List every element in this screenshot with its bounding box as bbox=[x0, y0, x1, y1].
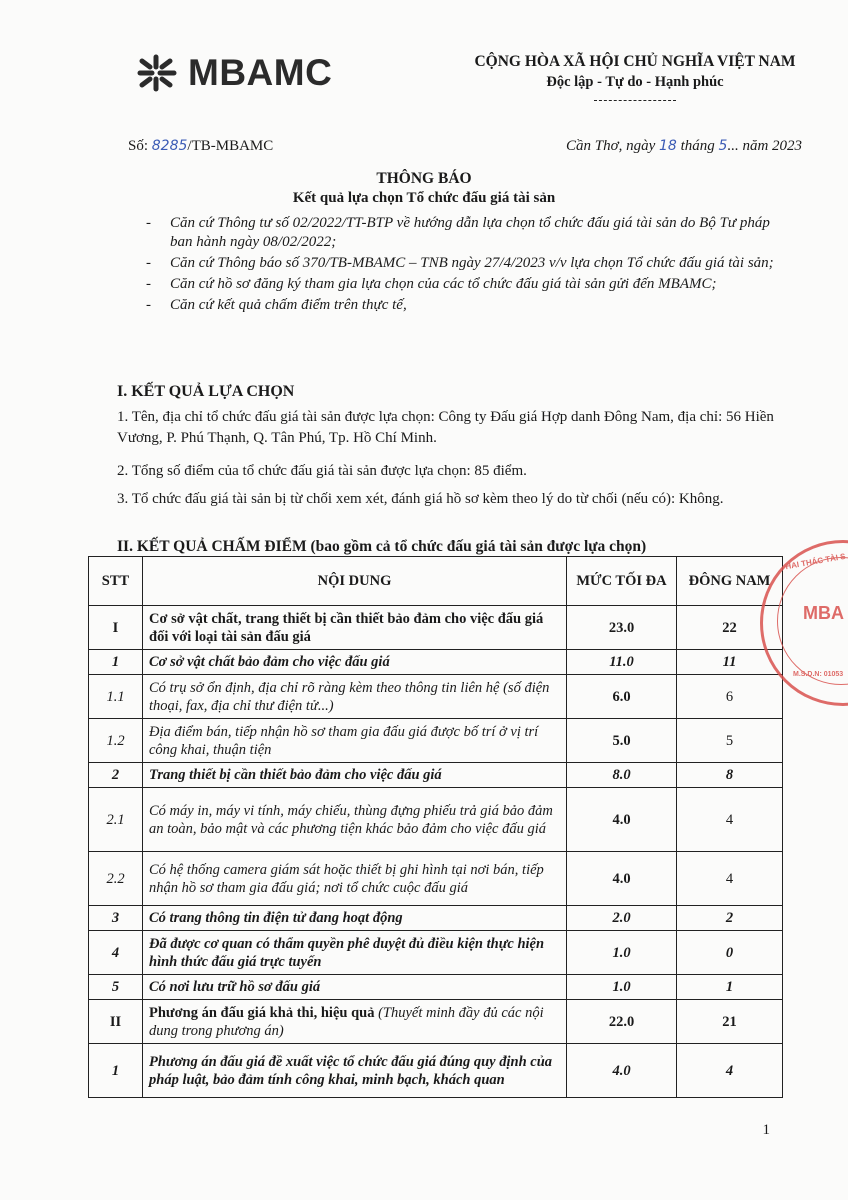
document-number bbox=[128, 138, 273, 155]
month-prefix: tháng bbox=[676, 138, 719, 154]
section-1-paragraph-1: 1. Tên, địa chỉ tổ chức đấu giá tài sản được lựa chọn: Công ty Đấu giá Hợp danh Đông Nam, địa chỉ: 56 Hiền Vương, P. Phú Thạnh, Q. Tân Phú, Tp. Hồ Chí Minh. bbox=[117, 409, 774, 446]
content-text: Cơ sở vật chất bảo đảm cho việc đấu giá bbox=[149, 654, 390, 670]
content-text: Trang thiết bị cần thiết bảo đảm cho việc đấu giá bbox=[149, 767, 442, 783]
content-text: Có máy in, máy vi tính, máy chiếu, thùng đựng phiếu trả giá bảo đảm an toàn, bảo mật và các phương tiện khác bảo đảm cho việc đấu giá bbox=[149, 802, 553, 837]
cell-stt: 2 bbox=[89, 763, 143, 788]
cell-dongnam: 5 bbox=[677, 719, 783, 763]
cell-content bbox=[143, 931, 567, 975]
cell-content bbox=[143, 1000, 567, 1044]
table-row bbox=[89, 675, 783, 719]
seal-top-text: HAI THÁC TÀI S bbox=[784, 551, 847, 572]
header-stt: STT bbox=[89, 557, 143, 606]
day-handwritten: 18 bbox=[659, 138, 677, 154]
content-note: (Thuyết minh đầy đủ các nội dung trong phương án) bbox=[149, 1004, 544, 1039]
section-1-paragraph-2: 2. Tổng số điểm của tổ chức đấu giá tài sản được lựa chọn: 85 điểm. bbox=[117, 463, 527, 479]
national-motto: Độc lập - Tự do - Hạnh phúc bbox=[546, 74, 724, 90]
document-title: THÔNG BÁO bbox=[376, 170, 472, 187]
content-text: Có hệ thống camera giám sát hoặc thiết bị ghi hình tại nơi bán, tiếp nhận hồ sơ tham gia đấu giá; nơi tổ chức cuộc đấu giá bbox=[149, 861, 544, 896]
cell-content bbox=[143, 1044, 567, 1098]
month-handwritten: 5 bbox=[718, 138, 728, 154]
content-text: Cơ sở vật chất, trang thiết bị cần thiết bảo đảm cho việc đấu giá đối với loại tài sản đấu giá bbox=[149, 610, 544, 645]
motto-divider bbox=[594, 100, 676, 101]
table-row bbox=[89, 931, 783, 975]
legal-basis-item: - Căn cứ Thông báo số 370/TB-MBAMC – TNB ngày 27/4/2023 v/v lựa chọn Tổ chức đấu giá tài sản; bbox=[146, 254, 786, 273]
cell-content bbox=[143, 906, 567, 931]
cell-dongnam: 0 bbox=[677, 931, 783, 975]
cell-dongnam: 2 bbox=[677, 906, 783, 931]
cell-stt: 3 bbox=[89, 906, 143, 931]
cell-dongnam: 6 bbox=[677, 675, 783, 719]
cell-stt: 4 bbox=[89, 931, 143, 975]
cell-max: 1.0 bbox=[567, 931, 677, 975]
content-text: Có trang thông tin điện tử đang hoạt động bbox=[149, 910, 403, 926]
cell-stt: 2.1 bbox=[89, 788, 143, 852]
content-text: Phương án đấu giá đề xuất việc tổ chức đấu giá đúng quy định của pháp luật, bảo đảm tính công khai, minh bạch, khách quan bbox=[149, 1053, 553, 1088]
table-row bbox=[89, 906, 783, 931]
national-header bbox=[440, 52, 830, 101]
logo-mark-icon bbox=[130, 53, 182, 93]
legal-basis-item: - Căn cứ hồ sơ đăng ký tham gia lựa chọn của các tổ chức đấu giá tài sản gửi đến MBAMC; bbox=[146, 275, 786, 294]
company-logo bbox=[130, 50, 332, 96]
cell-stt: 1.1 bbox=[89, 675, 143, 719]
cell-stt: 1 bbox=[89, 650, 143, 675]
cell-stt: 2.2 bbox=[89, 852, 143, 906]
cell-max: 2.0 bbox=[567, 906, 677, 931]
table-row bbox=[89, 719, 783, 763]
cell-content bbox=[143, 852, 567, 906]
header-dongnam: ĐÔNG NAM bbox=[677, 557, 783, 606]
content-text: Có trụ sở ổn định, địa chỉ rõ ràng kèm theo thông tin liên hệ (số điện thoại, fax, địa chỉ thư điện tử...) bbox=[149, 679, 550, 714]
seal-bottom-text: M.S.D.N: 01053 bbox=[793, 671, 844, 678]
cell-dongnam: 4 bbox=[677, 1044, 783, 1098]
cell-max: 1.0 bbox=[567, 975, 677, 1000]
cell-stt: II bbox=[89, 1000, 143, 1044]
legal-basis-item: - Căn cứ Thông tư số 02/2022/TT-BTP về hướng dẫn lựa chọn tổ chức đấu giá tài sản do Bộ Tư pháp ban hành ngày 08/02/2022; bbox=[146, 214, 786, 252]
cell-content bbox=[143, 606, 567, 650]
table-row bbox=[89, 788, 783, 852]
table-row bbox=[89, 975, 783, 1000]
content-text: Đã được cơ quan có thẩm quyền phê duyệt đủ điều kiện thực hiện hình thức đấu giá trực tuyến bbox=[149, 935, 545, 970]
number-suffix: /TB-MBAMC bbox=[187, 138, 274, 154]
cell-content bbox=[143, 975, 567, 1000]
cell-max: 23.0 bbox=[567, 606, 677, 650]
cell-dongnam: 4 bbox=[677, 788, 783, 852]
cell-content bbox=[143, 650, 567, 675]
section-1-heading: I. KẾT QUẢ LỰA CHỌN bbox=[117, 383, 295, 400]
cell-dongnam: 4 bbox=[677, 852, 783, 906]
document-subtitle: Kết quả lựa chọn Tổ chức đấu giá tài sản bbox=[292, 190, 556, 206]
cell-dongnam: 22 bbox=[677, 606, 783, 650]
cell-max: 4.0 bbox=[567, 788, 677, 852]
cell-dongnam: 8 bbox=[677, 763, 783, 788]
legal-basis-item: - Căn cứ kết quả chấm điểm trên thực tế, bbox=[146, 296, 786, 315]
table-row bbox=[89, 1000, 783, 1044]
cell-dongnam: 11 bbox=[677, 650, 783, 675]
content-text: Có nơi lưu trữ hồ sơ đấu giá bbox=[149, 979, 321, 995]
cell-stt: 1 bbox=[89, 1044, 143, 1098]
table-row bbox=[89, 1044, 783, 1098]
cell-max: 8.0 bbox=[567, 763, 677, 788]
table-row bbox=[89, 650, 783, 675]
cell-dongnam: 1 bbox=[677, 975, 783, 1000]
section-1-paragraph-3: 3. Tổ chức đấu giá tài sản bị từ chối xem xét, đánh giá hồ sơ kèm theo lý do từ chối (nếu có): Không. bbox=[117, 491, 724, 507]
cell-content bbox=[143, 719, 567, 763]
cell-max: 11.0 bbox=[567, 650, 677, 675]
cell-stt: 1.2 bbox=[89, 719, 143, 763]
cell-max: 4.0 bbox=[567, 852, 677, 906]
cell-max: 22.0 bbox=[567, 1000, 677, 1044]
cell-max: 5.0 bbox=[567, 719, 677, 763]
cell-content bbox=[143, 675, 567, 719]
header-max: MỨC TỐI ĐA bbox=[567, 557, 677, 606]
cell-content bbox=[143, 763, 567, 788]
cell-stt: 5 bbox=[89, 975, 143, 1000]
cell-max: 4.0 bbox=[567, 1044, 677, 1098]
header-content: NỘI DUNG bbox=[143, 557, 567, 606]
cell-max: 6.0 bbox=[567, 675, 677, 719]
cell-stt: I bbox=[89, 606, 143, 650]
number-handwritten: 8285 bbox=[151, 138, 188, 154]
table-row bbox=[89, 852, 783, 906]
table-row bbox=[89, 606, 783, 650]
section-2-heading: II. KẾT QUẢ CHẤM ĐIỂM (bao gồm cả tổ chức đấu giá tài sản được lựa chọn) bbox=[117, 538, 647, 555]
cell-dongnam: 21 bbox=[677, 1000, 783, 1044]
page-number: 1 bbox=[762, 1122, 770, 1138]
cell-content bbox=[143, 788, 567, 852]
place-date bbox=[566, 138, 802, 155]
legal-bases-list bbox=[146, 214, 786, 317]
logo-text: MBAMC bbox=[188, 52, 333, 93]
score-table bbox=[88, 556, 783, 1098]
number-prefix: Số: bbox=[128, 138, 152, 154]
year-text: ... năm 2023 bbox=[727, 138, 803, 154]
place-prefix: Cần Thơ, ngày bbox=[566, 138, 660, 154]
table-row bbox=[89, 763, 783, 788]
seal-center-text: MBA bbox=[803, 603, 844, 623]
content-text: Phương án đấu giá khả thi, hiệu quả bbox=[149, 1004, 375, 1021]
table-header-row bbox=[89, 557, 783, 606]
nation-name: CỘNG HÒA XÃ HỘI CHỦ NGHĨA VIỆT NAM bbox=[474, 53, 796, 70]
content-text: Địa điểm bán, tiếp nhận hồ sơ tham gia đấu giá được bố trí ở vị trí công khai, thuận tiện bbox=[149, 723, 539, 758]
